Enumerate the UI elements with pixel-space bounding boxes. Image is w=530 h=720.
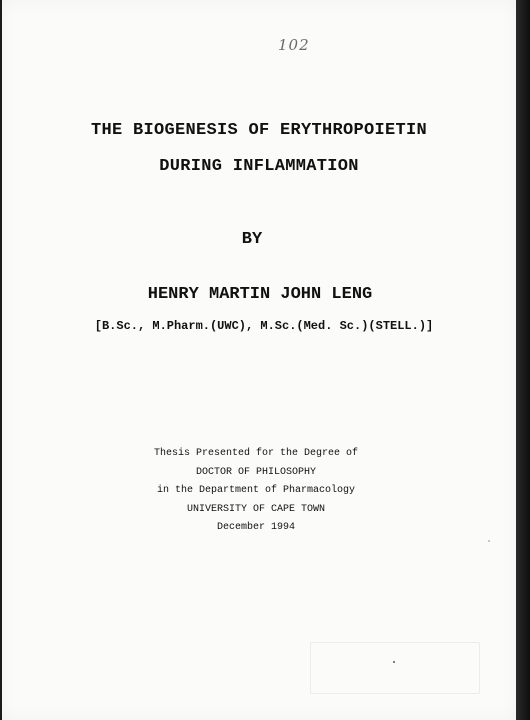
- author-name: HENRY MARTIN JOHN LENG: [147, 285, 373, 304]
- by-label: BY: [241, 230, 263, 249]
- page-speck: [488, 540, 490, 542]
- submission-date: December 1994: [216, 522, 295, 533]
- document-page: [2, 0, 516, 720]
- thesis-title-line-1: THE BIOGENESIS OF ERYTHROPOIETIN: [90, 121, 428, 140]
- degree-name: DOCTOR OF PHILOSOPHY: [195, 466, 317, 478]
- faint-stamp-mark: [310, 642, 480, 694]
- author-credentials: [B.Sc., M.Pharm.(UWC), M.Sc.(Med. Sc.)(STELL.)]: [94, 319, 434, 333]
- thesis-title-line-2: DURING INFLAMMATION: [159, 157, 359, 176]
- thesis-statement: [2, 445, 510, 538]
- thesis-presented-line: Thesis Presented for the Degree of: [153, 448, 359, 459]
- page-edge-shadow: [516, 0, 530, 720]
- handwritten-page-number: 102: [278, 36, 310, 54]
- department-line: in the Department of Pharmacology: [156, 485, 356, 496]
- page-speck: [393, 661, 395, 663]
- university-name: UNIVERSITY OF CAPE TOWN: [186, 503, 326, 515]
